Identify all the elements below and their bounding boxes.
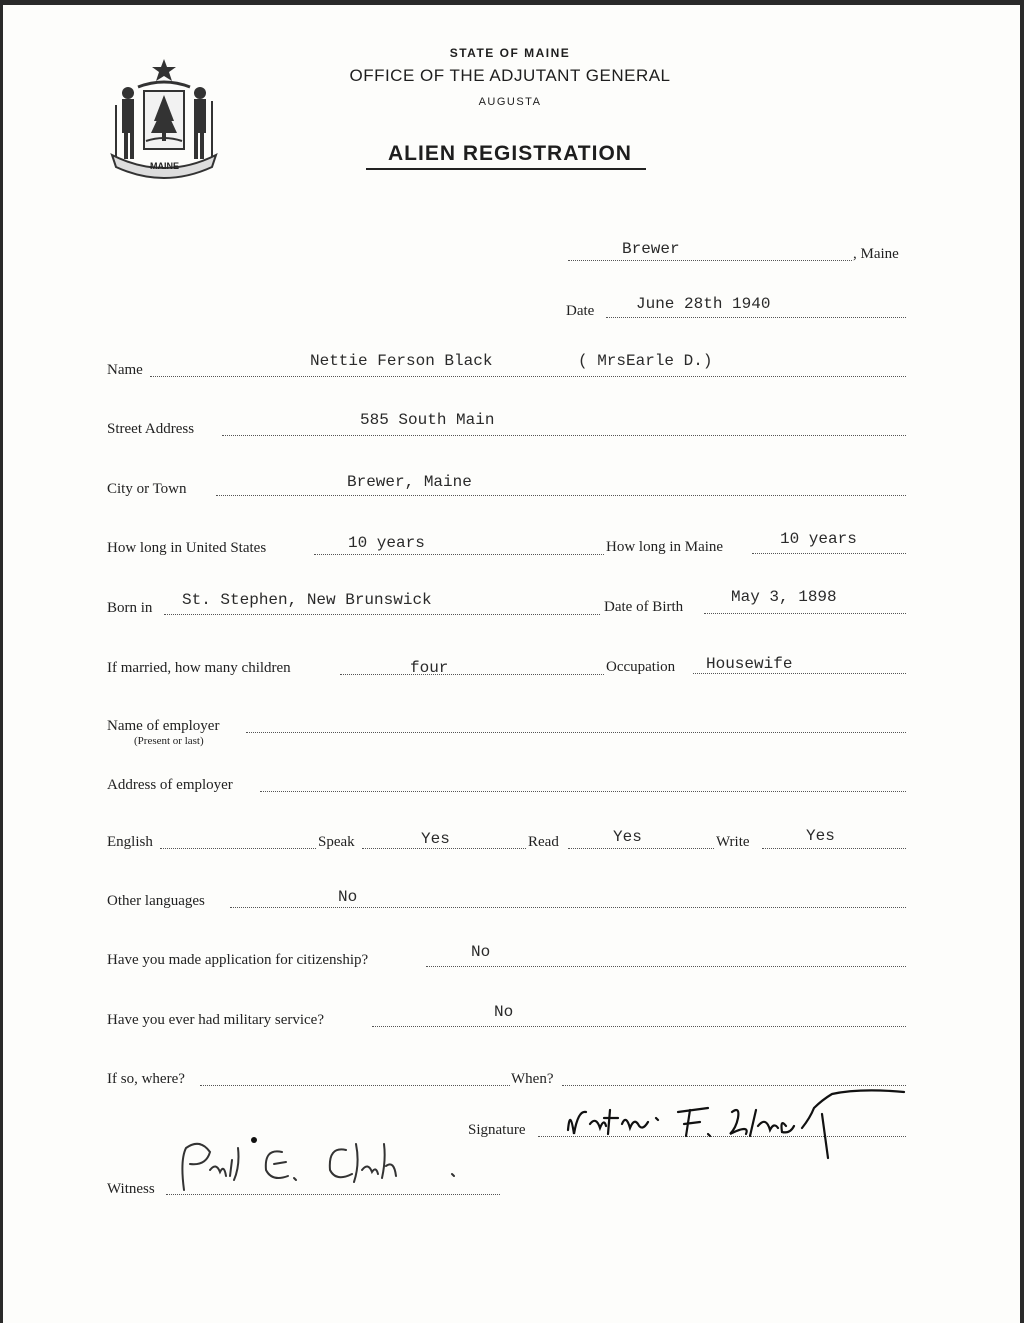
children-label: If married, how many children bbox=[107, 660, 291, 676]
city-value: Brewer, Maine bbox=[347, 473, 472, 491]
how-long-maine-line bbox=[752, 553, 906, 554]
speak-value: Yes bbox=[421, 830, 450, 848]
english-line bbox=[160, 848, 316, 849]
name-label: Name bbox=[107, 362, 143, 378]
how-long-us-line bbox=[314, 554, 604, 555]
city-label: City or Town bbox=[107, 481, 187, 497]
street-line bbox=[222, 435, 906, 436]
date-line bbox=[606, 317, 906, 318]
occupation-line bbox=[693, 673, 906, 674]
date-value: June 28th 1940 bbox=[636, 295, 771, 313]
read-line bbox=[568, 848, 714, 849]
occupation-value: Housewife bbox=[706, 655, 793, 673]
employer-name-line bbox=[246, 732, 906, 733]
town-value: Brewer bbox=[622, 240, 680, 258]
speak-label: Speak bbox=[318, 834, 355, 850]
when-line bbox=[562, 1085, 906, 1086]
dob-label: Date of Birth bbox=[604, 599, 684, 615]
name-extra-value: ( MrsEarle D.) bbox=[578, 352, 713, 370]
name-line bbox=[150, 376, 906, 377]
state-heading: STATE OF MAINE bbox=[449, 46, 571, 60]
dob-line bbox=[704, 613, 906, 614]
citizenship-line bbox=[426, 966, 906, 967]
english-label: English bbox=[107, 834, 153, 850]
city-line bbox=[216, 495, 906, 496]
office-heading: OFFICE OF THE ADJUTANT GENERAL bbox=[349, 66, 671, 85]
born-in-value: St. Stephen, New Brunswick bbox=[182, 591, 432, 609]
town-suffix: , Maine bbox=[853, 246, 899, 262]
employer-address-label: Address of employer bbox=[107, 777, 233, 793]
employer-address-line bbox=[260, 791, 906, 792]
children-line bbox=[340, 674, 604, 675]
name-value: Nettie Ferson Black bbox=[310, 352, 493, 370]
military-line bbox=[372, 1026, 906, 1027]
other-languages-value: No bbox=[338, 888, 358, 906]
where-line bbox=[200, 1085, 510, 1086]
citizenship-label: Have you made application for citizenship? bbox=[107, 952, 369, 968]
employer-name-sublabel: (Present or last) bbox=[134, 735, 204, 747]
children-value: four bbox=[410, 659, 449, 677]
scan-border-left bbox=[0, 0, 3, 1323]
form-title: ALIEN REGISTRATION bbox=[388, 142, 632, 165]
born-in-label: Born in bbox=[107, 600, 153, 616]
seal-banner-text: MAINE bbox=[150, 161, 179, 171]
street-value: 585 South Main bbox=[360, 411, 495, 429]
how-long-us-value: 10 years bbox=[348, 534, 425, 552]
how-long-maine-value: 10 years bbox=[780, 530, 857, 548]
employer-name-label: Name of employer bbox=[107, 718, 220, 734]
citizenship-value: No bbox=[471, 943, 491, 961]
write-label: Write bbox=[716, 834, 750, 850]
when-label: When? bbox=[511, 1071, 554, 1087]
witness-label: Witness bbox=[107, 1181, 155, 1197]
write-line bbox=[762, 848, 906, 849]
date-label: Date bbox=[566, 303, 595, 319]
born-in-line bbox=[164, 614, 600, 615]
dob-value: May 3, 1898 bbox=[731, 588, 837, 606]
applicant-signature bbox=[560, 1088, 910, 1164]
title-underline bbox=[366, 168, 646, 170]
military-value: No bbox=[494, 1003, 514, 1021]
occupation-label: Occupation bbox=[606, 659, 676, 675]
scan-border-right bbox=[1020, 0, 1024, 1323]
other-languages-line bbox=[230, 907, 906, 908]
witness-signature bbox=[170, 1130, 470, 1202]
where-label: If so, where? bbox=[107, 1071, 185, 1087]
read-label: Read bbox=[528, 834, 559, 850]
speak-line bbox=[362, 848, 526, 849]
read-value: Yes bbox=[613, 828, 642, 846]
city-heading: AUGUSTA bbox=[478, 96, 542, 108]
other-languages-label: Other languages bbox=[107, 893, 205, 909]
how-long-us-label: How long in United States bbox=[107, 540, 267, 556]
write-value: Yes bbox=[806, 827, 835, 845]
street-label: Street Address bbox=[107, 421, 195, 437]
how-long-maine-label: How long in Maine bbox=[606, 539, 724, 555]
town-line bbox=[568, 260, 852, 261]
signature-label: Signature bbox=[468, 1122, 526, 1138]
military-label: Have you ever had military service? bbox=[107, 1012, 324, 1028]
scan-border-top bbox=[0, 0, 1024, 5]
